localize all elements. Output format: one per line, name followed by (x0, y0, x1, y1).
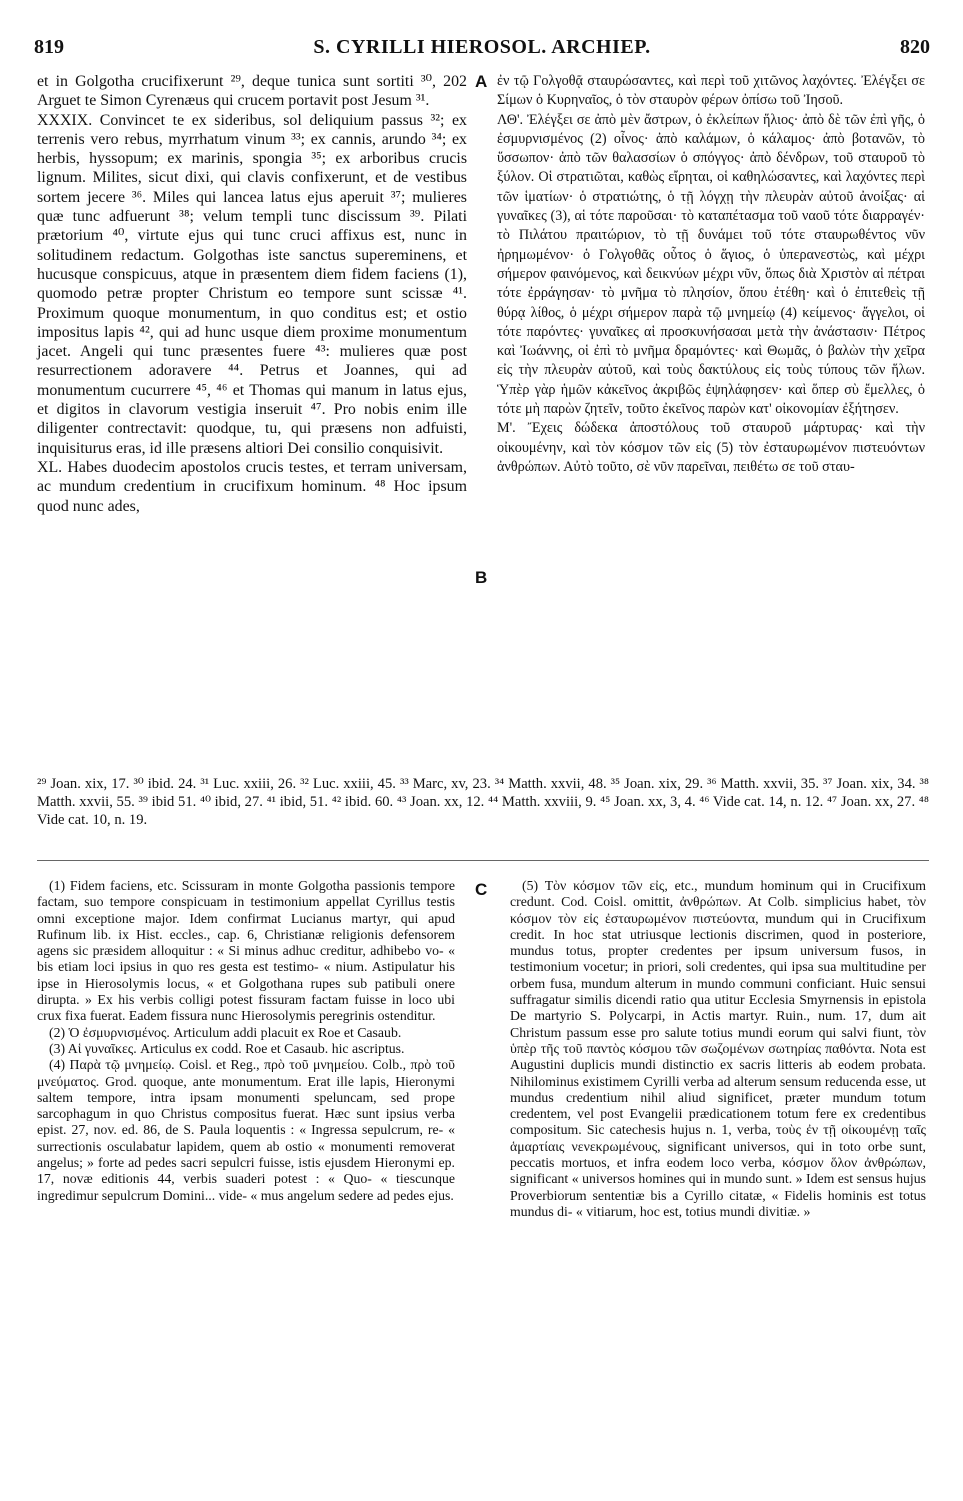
margin-marker-b: B (475, 568, 488, 587)
margin-marker-a: A (475, 72, 488, 91)
greek-paragraph: ἐν τῷ Γολγοθᾷ σταυρώσαντες, καὶ περὶ τοῦ χιτῶνος λαχόντες. Ἐλέγξει σε Σίμων ὁ Κυρηναῖος, ὁ τὸν σταυρὸν φέρων ὀπίσω τοῦ Ἰησοῦ. (497, 73, 925, 109)
greek-paragraph: Μ'. Ἔχεις δώδεκα ἀποστόλους τοῦ σταυροῦ μάρτυρας· καὶ τὴν οἰκουμένην, καὶ τὸν κόσμον τῶν εἰς (5) τὸν ἐσταυρωμένον πιστευόντων ἀνθρώπων. Αὐτὸ τοῦτο, σὲ νῦν παρεῖναι, πειθέτω σε τοῦ σταυ- (497, 420, 925, 475)
page-number-right: 820 (900, 36, 930, 58)
footnote: (2) Ὁ ἐσμυρνισμένος. Articulum addi placuit ex Roe et Casaub. (49, 1024, 402, 1040)
page-number-left: 819 (34, 36, 64, 58)
greek-paragraph: ΛΘ'. Ἐλέγξει σε ἀπὸ μὲν ἄστρων, ὁ ἐκλείπων ἥλιος· ἀπὸ δὲ τῶν ἐπὶ γῆς, ὁ ἐσμυρνισμένος (2) οἶνος· ἀπὸ καλάμων, ὁ κάλαμος· ἀπὸ βοτανῶν, τὸ ὕσσωπον· ἀπὸ τῶν θαλασσίων ὁ σπόγγος· ἀπὸ δένδρων, τοῦ σταυροῦ τὸ ξύλον. Οἱ στρατιῶται, καθὼς εἴρηται, οἱ καθηλώσαντες, καὶ λαχόντες περὶ τῶν ἱματίων· ὁ στρατιώτης, ὁ τῇ λόγχῃ τὴν πλευρὰν αὐτοῦ ἀνοίξας· αἱ γυναῖκες (3), αἱ τότε παροῦσαι· τὸ καταπέτασμα τοῦ ναοῦ τότε διαρραγέν· τὸ Πιλάτου πραιτώριον, τὸ τῇ δυνάμει τοῦ τότε σταυρωθέντος νῦν ἠρημωμένον· ὁ Γολγοθᾶς οὗτος ὁ ἅγιος, ὁ ὑπερανεστὼς, καὶ μέχρι σήμερον φαινόμενος, καὶ δεικνύων μέχρι νῦν, ὅπως διὰ Χριστὸν αἱ πέτραι τότε ἐρράγησαν· τὸ μνῆμα τὸ πλησίον, ὅπου ἐτέθη· καὶ ὁ ἐπιτεθεὶς τῇ θύρᾳ λίθος, ὁ μέχρι σήμερον παρὰ τῷ μνημείῳ (4) κείμενος· ἄγγελοι, οἱ τότε παρόντες· γυναῖκες αἱ προσκυνήσασαι μετὰ τὴν ἀνάστασιν· Πέτρος καὶ Ἰωάννης, οἱ ἐπὶ τὸ μνῆμα δραμόντες· καὶ Θωμᾶς, ὁ βαλὼν τὴν χεῖρα εἰς τὴν πλευρὰν αὐτοῦ, καὶ τοὺς δακτύλους εἰς τοὺς τύπους τῶν ἥλων. Ὑπὲρ γὰρ ἡμῶν κἀκεῖνος ἀκριβῶς ἐψηλάφησεν· καὶ ὅπερ σὺ ἔμελλες, ὁ τότε μὴ παρὼν ζητεῖν, τοῦτο ἐκεῖνος παρὼν κατ' οἰκονομίαν ἐξήτησεν. (497, 111, 925, 418)
footnote: (3) Αἱ γυναῖκες. Articulus ex codd. Roe et Casaub. hic ascriptus. (49, 1040, 405, 1056)
scripture-references: ²⁹ Joan. xix, 17. ³⁰ ibid. 24. ³¹ Luc. xxiii, 26. ³² Luc. xxiii, 45. ³³ Marc, xv, 23. ³⁴ Matth. xxvii, 48. ³⁵ Joan. xix, 29. ³⁶ Matth. xxvii, 35. ³⁷ Joan. xix, 34. ³⁸ Matth. xxvii, 55. ³⁹ ibid 51. ⁴⁰ ibid, 27. ⁴¹ ibid, 51. ⁴² ibid. 60. ⁴³ Joan. xx, 12. ⁴⁴ Matth. xxviii, 9. ⁴⁵ Joan. xx, 3, 4. ⁴⁶ Vide cat. 14, n. 12. ⁴⁷ Joan. xx, 27. ⁴⁸ Vide cat. 10, n. 19. (37, 776, 929, 828)
latin-paragraph: et in Golgotha crucifixerunt ²⁹, deque tunica sunt sortiti ³⁰, 202 Arguet te Simon Cyrenæus qui crucem portavit post Jesum ³¹. (37, 73, 467, 110)
notes-right-column (510, 878, 926, 1220)
footnote: (5) Τὸν κόσμον τῶν εἰς, etc., mundum hominum qui in Crucifixum credunt. Cod. Coisl. omittit, ἀνθρώπων. At Colb. simplicius habet, τὸν κόσμον τὸν εἰς ἐσταυρωμένον πιστεύοντα, mundum qui in Crucifixum credit. In hoc stat utriusque lectionis discrimen, quod in posteriore, mundus totus, propter credentes per ipsum universum fusos, in testimonium vocetur; in priori, soli credentes, qui ipsa sua multitudine per orbem fusa, mundum alterum in mundo communi conficiant. Huic sensui suffragatur similis dicendi ratio qua utitur Ecclesia Smyrnensis in epistola De martyrio S. Polycarpi, in Actis martyr. Ruin., num. 17, dum ait Christum passum esse pro salute totius mundi eorum qui salvi fiunt, τὸν ὑπὲρ τῆς τοῦ παντὸς κόσμου τῶν σωζομένων σωτηρίας παθόντα. Nota est Augustini duplicis mundi distinctio ex sacris litteris ab eodem probata. Nihilominus existimem Cyrilli verba ad alterum sensum reducenda esse, ut mundus credentium nihil aliud significet, præter mundum totum credentem, vel post Evangelii prædicationem totum fere ex credentibus compositum. Sic catechesis hujus n. 1, verba, τοὺς ἐν τῇ οἰκουμένῃ ταῖς ἁμαρτίαις νενεκρωμένους, significant universos, qui in toto orbe sunt, peccatis mortuos, et infra eodem loco verba, κόσμον ὅλον ἀνθρώπων, significant « universos homines qui in mundo sunt. » Idem est sensus hujus Proverbiorum sententiæ bis a Cyrillo citatæ, « Fidelis hominis est totus mundus di- « vitiarum, hoc est, totius mundi divitiæ. » (510, 878, 926, 1219)
margin-marker-c: C (475, 880, 488, 899)
footnote: (4) Παρὰ τῷ μνημείῳ. Coisl. et Reg., πρὸ τοῦ μνημείου. Colb., πρὸ τοῦ μνεύματος. Grod. quoque, ante monumentum. Erat ille lapis, Hieronymi saltem tempore, intra ipsam monumenti speluncam, sed prope sarcophagum in quo Christus compositus fuerat. Hæc sunt ipsius verba epist. 27, nov. ed. 86, de S. Paula loquentis : « Ingressa sepulcrum, re- « surrectionis osculabatur lapidem, quem ab ostio « monumenti removerat angelus; » forte ad pedes sacri sepulcri fuisse, istis ejusdem Hieronymi ep. 17, novæ editionis 44, verbis suaderi potest : « Quo- « tiescunque ingredimur sepulcrum Domini... vide- « mus angelum sedere ad pedes ejus. (37, 1057, 455, 1203)
notes-divider (37, 860, 929, 861)
latin-paragraph: XXXIX. Convincet te ex sideribus, sol deliquium passus ³²; ex terrenis vero rebus, myrrhatum vinum ³³; ex cannis, arundo ³⁴; ex herbis, hyssopum; ex marinis, spongia ³⁵; ex arboribus crucis lignum. Milites, sicut dixi, qui clavis confixerunt, et de vestibus sortem jecere ³⁶. Miles qui lancea latus ejus aperuit ³⁷; mulieres quæ tunc adfuerunt ³⁸; velum templi tunc discissum ³⁹. Pilati prætorium ⁴⁰, virtute ejus qui tunc cruci affixus est, nunc in solitudinem redactum. Golgothas iste sanctus supereminens, et hucusque conspicuus, atque in præsentem diem fidem faciens (1), quomodo petræ propter Christum eo tempore sunt scissæ ⁴¹. Proximum quoque monumentum, in quo conditus est; et ostio impositus lapis ⁴², qui ad hunc usque diem proxime monumentum jacet. Angeli qui tunc præsentes fuere ⁴³: mulieres quæ post resurrectionem adoravere ⁴⁴. Petrus et Joannes, qui ad monumentum cucurrere ⁴⁵, ⁴⁶ et Thomas qui manum in latus ejus, et digitos in clavorum vestigia inseruit ⁴⁷. Pro nobis enim ille diligenter contrectavit: quodque, tu, qui præsens non adfuisti, inquisiturus eras, id ille præsens altiori Dei consilio conquisivit. (37, 111, 467, 457)
running-title: S. CYRILLI HIEROSOL. ARCHIEP. (313, 36, 651, 58)
greek-main-column (497, 72, 925, 477)
running-header (34, 36, 930, 66)
latin-paragraph: XL. Habes duodecim apostolos crucis testes, et terram universam, ac mundum credentium in crucifixum hominum. ⁴⁸ Hoc ipsum quod nunc ades, (37, 458, 467, 515)
latin-main-column (37, 72, 467, 516)
footnote: (1) Fidem faciens, etc. Scissuram in monte Golgotha passionis tempore factam, suo tempore conspicuam in testimonium appellat Cyrillus testis omni exceptione major. Idem confirmat Lucianus martyr, qui apud Rufinum lib. ix Hist. eccles., cap. 6, Christianæ religionis defensorem agens sic præsidem alloquitur : « Si minus adhuc creditur, adhibebo vo- « bis etiam loci ipsius in quo res gesta est testimo- « nium. Astipulatur his ipse in Hierosolymis locus, « et Golgothana rupes sub patibuli onere dirupta. » Ex his verbis colligi potest fissuram factam fuisse in loco ubi crux fixa fuerat. Eadem fissura nunc Hierosolymis peregrinis ostenditur. (37, 878, 455, 1024)
notes-left-column (37, 878, 455, 1204)
